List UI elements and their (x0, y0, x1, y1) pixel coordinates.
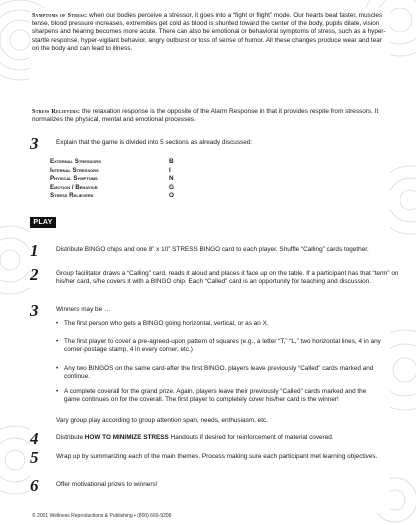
step-text: Wrap up by summarizing each of the main themes. Process making sure each participant met learning objectives. (56, 453, 378, 460)
winner-rule-text: The first person who gets a BINGO going horizontal, vertical, or as an X. (64, 320, 269, 327)
symptoms-heading: Symptoms of Stress: (32, 12, 88, 19)
symptoms-text: when our bodies perceive a stressor, it goes into a “fight or flight” mode. Our hearts beat faster, muscles tense, blood pressure increases, extremities get cold as blood is shunted toward the center of the body, pupils dilate, vision sharpens and hearing becomes more acute. There can also be emotional or behavioral symptoms of stress, such as a hyper-startle response, hyper-vigilant behavior, angry outburst or loss of sense of humor. All these changes produce wear and tear on the body and can lead to illness. (32, 12, 386, 52)
section-row (50, 167, 190, 176)
winner-rule-1 (56, 320, 384, 328)
relievers-text: the relaxation response is the opposite of the Alarm Response in that it provides respite from stressors. It normalizes the physical, mental and emotional processes. (32, 108, 379, 124)
section-letter: B (169, 158, 174, 165)
bullet-icon: • (56, 338, 59, 345)
section-row (50, 184, 190, 193)
intro-step-text: Explain that the game is divided into 5 sections as already discussed: (56, 139, 253, 146)
bullet-icon: • (56, 388, 59, 395)
bullet-icon: • (56, 320, 59, 327)
relievers-paragraph (32, 108, 386, 124)
step-text (56, 434, 401, 442)
handout-title: HOW TO MINIMIZE STRESS (84, 434, 169, 441)
section-letter: O (169, 192, 174, 199)
section-label: Physical Symptoms (50, 175, 98, 182)
bullet-icon: • (56, 365, 59, 372)
step-number: 4 (30, 429, 39, 448)
section-label: Emotion / Behavior (50, 183, 98, 191)
bingo-sections-list (50, 158, 190, 201)
copyright-footer: © 2001 Wellness Reproductions & Publishing • (800) 669-9208 (32, 513, 172, 519)
step-text-part: Handouts if desired for reinforcement of material covered. (168, 434, 334, 441)
relievers-heading: Stress Relievers: (32, 108, 81, 115)
step-number: 3 (30, 134, 39, 153)
section-row (50, 175, 190, 184)
step-number: 1 (30, 241, 39, 260)
winner-rule-3 (56, 365, 384, 381)
play-badge: PLAY (30, 217, 56, 228)
winner-rule-text: The first player to cover a pre-agreed-upon pattern of squares (e.g., a letter “T,” “L,” two horizontal lines, 4 in any corner-postage stamp, 4 in every corner, etc.) (64, 338, 381, 354)
winner-rule-4 (56, 388, 384, 404)
winner-rule-2 (56, 338, 384, 354)
winner-rule-text: A complete coverall for the grand prize. Again, players leave their previously “Called” cards marked and the game continues on for the coverall. The first player to completely cover his/her card is the winner! (64, 388, 367, 404)
section-row (50, 158, 190, 167)
step-text: Group facilitator draws a “Calling” card, reads it aloud and places it face up on the table. If a participant has that “term” on his/her card, s/he covers it with a BINGO chip. Each “Called” card is an opportunity for teaching and discussion. (56, 270, 399, 286)
step-text-part: Distribute (56, 434, 85, 441)
step-text: Offer motivational prizes to winners! (56, 481, 158, 488)
step-text: Winners may be … (56, 306, 111, 313)
section-label: External Stressors (50, 158, 101, 165)
worksheet-page (30, 8, 399, 513)
winner-rule-text: Any two BINGOS on the same card-after the first BINGO, players leave previously “Called” cards marked and continue. (64, 365, 374, 381)
step-number: 2 (30, 265, 39, 284)
step-text: Distribute BINGO chips and one 8” x 10” STRESS BINGO card to each player. Shuffle “Calling” cards together. (56, 246, 369, 253)
section-letter: I (169, 166, 171, 174)
section-letter: N (169, 175, 174, 182)
step-number: 5 (30, 448, 39, 467)
vary-play-text: Vary group play according to group attention span, needs, enthusiasm, etc. (56, 417, 268, 424)
section-label: Stress Relievers (50, 192, 94, 199)
step-number: 3 (30, 301, 39, 320)
step-number: 6 (30, 476, 39, 495)
section-label: Internal Stressors (50, 166, 99, 174)
section-letter: G (169, 183, 174, 191)
section-row (50, 192, 190, 201)
symptoms-paragraph (32, 12, 386, 53)
